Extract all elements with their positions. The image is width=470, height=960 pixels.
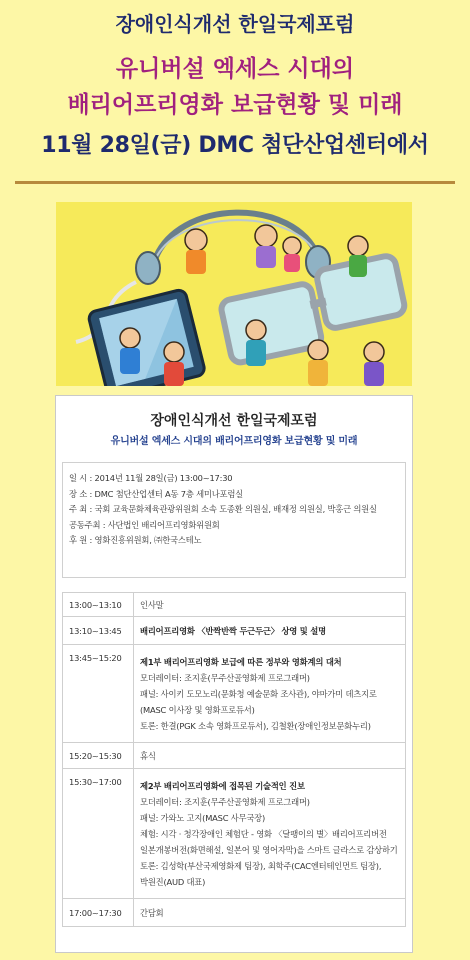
headline-line-1: 유니버설 엑세스 시대의 <box>115 56 355 82</box>
program-card <box>55 395 413 953</box>
schedule-table <box>62 592 406 927</box>
card-title: 장애인식개선 한일국제포럼 <box>150 413 318 429</box>
info-date: 일 시 : 2014년 11월 28일(금) 13:00~17:30 <box>69 473 233 483</box>
schedule-content <box>134 899 406 927</box>
date-venue: 11월 28일(금) DMC 첨단산업센터에서 <box>41 133 429 158</box>
schedule-time: 13:00~13:10 <box>63 593 134 617</box>
table-row <box>63 617 406 645</box>
schedule-content <box>134 743 406 769</box>
illustration <box>56 202 412 386</box>
headline-line-2: 배리어프리영화 보급현황 및 미래 <box>67 92 403 118</box>
table-row <box>63 593 406 617</box>
schedule-time: 15:20~15:30 <box>63 743 134 769</box>
schedule-line: 박원진(AUD 대표) <box>140 876 206 887</box>
divider <box>15 181 455 184</box>
schedule-line: 간담회 <box>140 907 164 918</box>
schedule-content <box>134 769 406 899</box>
schedule-line: 모더레이터: 조지훈(무주산골영화제 프로그래머) <box>140 796 310 807</box>
schedule-content <box>134 645 406 743</box>
schedule-content <box>134 593 406 617</box>
schedule-time: 17:00~17:30 <box>63 899 134 927</box>
schedule-line: 일본개봉버전(화면해설, 일본어 및 영어자막)을 스마트 글라스로 감상하기 <box>140 844 398 855</box>
schedule-time: 13:45~15:20 <box>63 645 134 743</box>
schedule-line: 토론: 김성학(부산국제영화제 팀장), 최학주(CAC엔터테인먼트 팀장), <box>140 860 382 871</box>
schedule-line: (MASC 이사장 및 영화프로듀서) <box>140 704 255 715</box>
event-info <box>62 462 406 578</box>
info-venue: 장 소 : DMC 첨단산업센터 A동 7층 세미나포럼실 <box>69 488 243 499</box>
schedule-line: 배리어프리영화 〈반짝반짝 두근두근〉 상영 및 설명 <box>140 625 326 636</box>
table-row <box>63 769 406 899</box>
schedule-line: 체험: 시각 · 청각장애인 체험단 - 영화 〈달팽이의 별〉배리어프리버전 <box>140 828 387 839</box>
schedule-time: 15:30~17:00 <box>63 769 134 899</box>
event-name: 장애인식개선 한일국제포럼 <box>115 12 355 36</box>
info-sponsor: 후 원 : 영화진흥위원회, ㈜한국스테노 <box>69 535 202 546</box>
schedule-line: 인사말 <box>140 599 164 610</box>
session-title: 제2부 배리어프리영화에 접목된 기술적인 진보 <box>140 780 305 791</box>
table-row <box>63 899 406 927</box>
schedule-line: 패널: 사이키 도모노리(문화청 예술문화 조사관), 야마가미 데츠지로 <box>140 688 377 699</box>
info-host: 주 최 : 국회 교육문화체육관광위원회 소속 도종환 의원실, 배재정 의원실, 박홍근 의원실 <box>69 504 377 515</box>
info-cohost: 공동주최 : 사단법인 배리어프리영화위원회 <box>69 519 220 530</box>
schedule-line: 휴식 <box>140 750 156 761</box>
card-subtitle: 유니버설 엑세스 시대의 배리어프리영화 보급현황 및 미래 <box>110 436 358 447</box>
schedule-content <box>134 617 406 645</box>
table-row <box>63 645 406 743</box>
schedule-line: 패널: 가와노 고지(MASC 사무국장) <box>140 812 266 823</box>
schedule-line: 토론: 한결(PGK 소속 영화프로듀서), 김철환(장애인정보문화누리) <box>140 720 371 731</box>
schedule-line: 모더레이터: 조지훈(무주산골영화제 프로그래머) <box>140 672 310 683</box>
illustration-drawing <box>56 202 412 386</box>
schedule-time: 13:10~13:45 <box>63 617 134 645</box>
session-title: 제1부 배리어프리영화 보급에 따른 정부와 영화계의 대처 <box>140 656 342 667</box>
table-row <box>63 743 406 769</box>
